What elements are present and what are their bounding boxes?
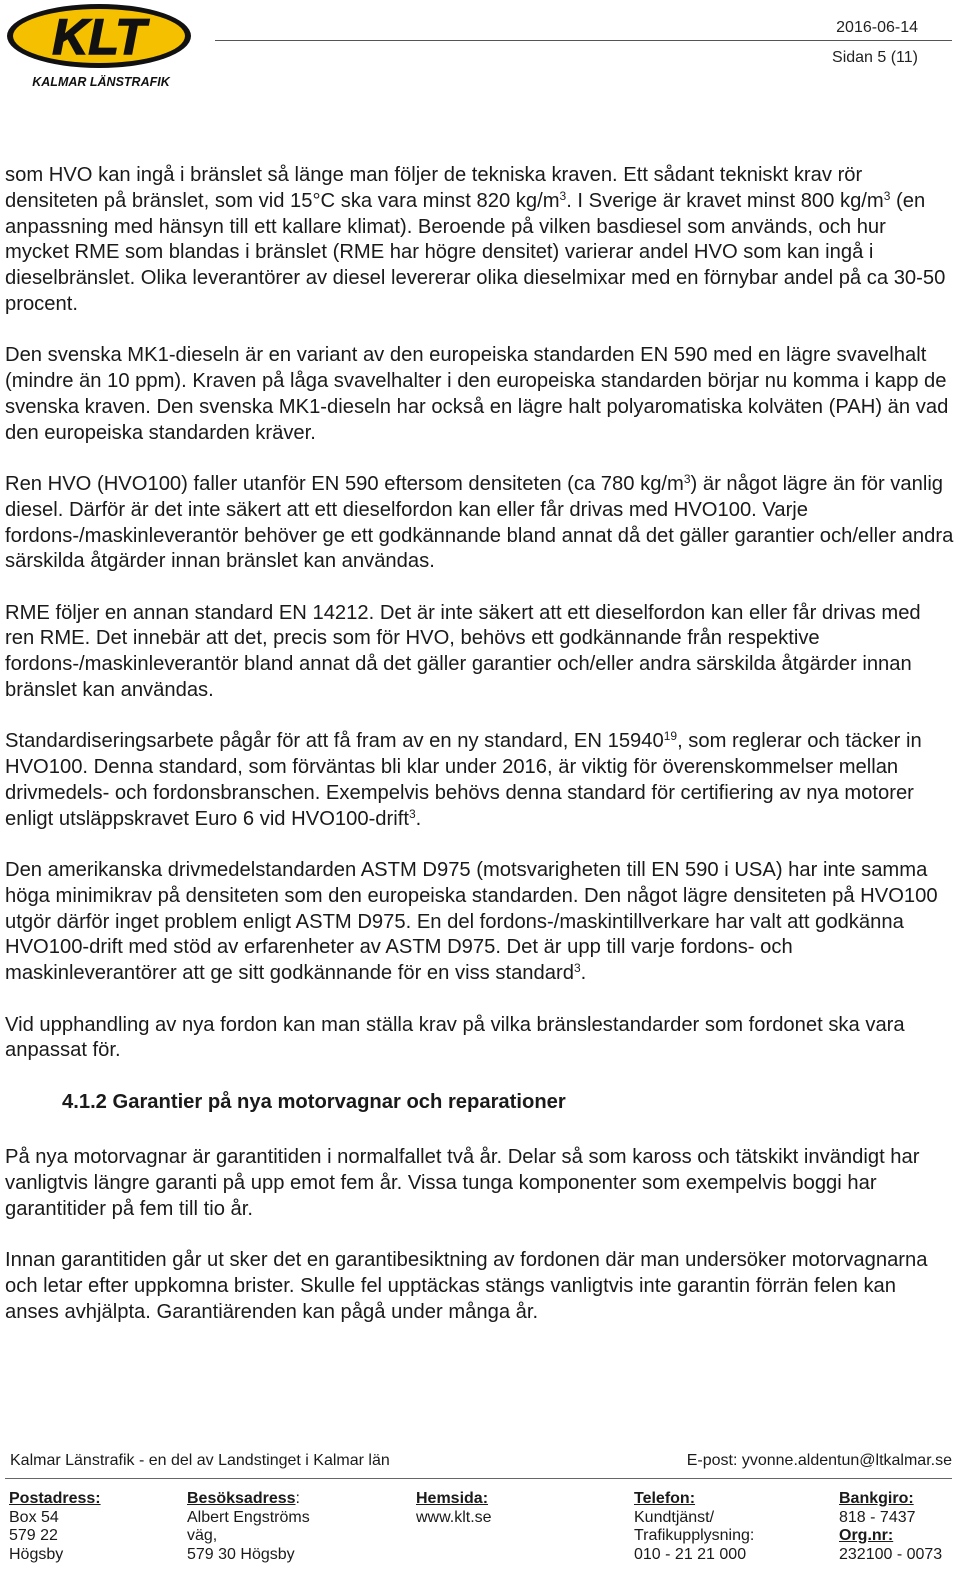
document-body (5, 163, 955, 1351)
footer-divider (5, 1478, 952, 1479)
footer-hemsida: Hemsida: www.klt.se (416, 1490, 492, 1526)
paragraph-6: Den amerikanska drivmedelstandarden ASTM D975 (motsvarigheten till EN 590 i USA) har inte samma höga minimikrav på densiteten som den europeiska standarden. Den något lägre densiteten på HVO100 utgör därför inget problem enligt ASTM D975. En del fordons-/maskintillverkare har valt att godkänna HVO100-drift med stöd av erfarenheter av ASTM D975. Det är upp till varje fordons- och maskinleverantörer att ge sitt godkännande för en viss standard$^3$. (5, 859, 938, 985)
page-number: Sidan 5 (11) (832, 49, 918, 66)
klt-logo (4, 2, 194, 90)
paragraph-5: Standardiseringsarbete pågår för att få fram av en ny standard, EN 15940$^{19}$, som reglerar och täcker in HVO100. Denna standard, som förväntas bli klar under 2016, är viktig för överenskommelser mellan drivmedels- och fordonsbranschen. Exempelvis behövs denna standard för certifiering av nya motorer enligt utsläppskravet Euro 6 vid HVO100-drift$^3$. (5, 729, 922, 830)
paragraph-4: RME följer en annan standard EN 14212. Det är inte säkert att ett dieselfordon kan eller får drivas med ren RME. Det innebär att det, precis som för HVO, behövs ett godkännande från respektive fordons-/maskinleverantör bland annat då det gäller garantier och/eller andra särskilda åtgärder innan bränslet kan användas. (5, 601, 921, 702)
footer-besoksadress: Besöksadress: Albert Engströms väg, 579 30 Högsby (187, 1490, 310, 1563)
footer-telefon: Telefon: Kundtjänst/ Trafikupplysning: 010 - 21 21 000 (634, 1490, 755, 1563)
paragraph-1: som HVO kan ingå i bränslet så länge man följer de tekniska kraven. Ett sådant tekniskt krav rör densiteten på bränslet, som vid 15°C ska vara minst 820 $kg/m^3$. I Sverige är kravet minst 800 $kg/m^3$ (en anpassning med hänsyn till ett kallare klimat). Beroende på vilken basdiesel som används, och hur mycket RME som blandas i bränslet (RME har högre densitet) varierar andel HVO som kan ingå i dieselbränslet. Olika leverantörer av diesel levererar olika dieselmixar med en förnybar andel på ca 30-50 procent. (5, 164, 946, 315)
footer-postadress: Postadress: Box 54 579 22 Högsby (9, 1490, 101, 1563)
paragraph-3: Ren HVO (HVO100) faller utanför EN 590 eftersom densiteten (ca 780 $kg/m^3$) är något lägre än för vanlig diesel. Därför är det inte säkert att ett dieselfordon kan eller får drivas med HVO100. Varje fordons-/maskinleverantör behöver ge ett godkännande bland annat då det gäller garantier och/eller andra särskilda åtgärder innan bränslet kan användas. (5, 471, 954, 573)
footer-bankgiro: Bankgiro: 818 - 7437 Org.nr: 232100 - 0073 (839, 1490, 943, 1563)
paragraph-2: Den svenska MK1-dieseln är en variant av den europeiska standarden EN 590 med en lägre svavelhalt (mindre än 10 ppm). Kraven på låga svavelhalter i den europeiska standarden börjar nu komma i kapp de svenska kraven. Den svenska MK1-dieseln har också en lägre halt polyaromatiska kolväten (PAH) än vad den europeiska standarden kräver. (5, 344, 949, 444)
paragraph-9: Innan garantitiden går ut sker det en garantibesiktning av fordonen där man undersöker motorvagnarna och letar efter uppkomna brister. Skulle fel upptäckas stängs vanligtvis inte garantin förrän felen kan anses avhjälpta. Garantiärenden kan pågå under många år. (5, 1249, 928, 1323)
website-link[interactable]: www.klt.se (416, 1508, 492, 1526)
header-date: 2016-06-14 (836, 19, 918, 36)
header-divider (215, 40, 952, 41)
paragraph-7: Vid upphandling av nya fordon kan man ställa krav på vilka bränslestandarder som fordonet ska vara anpassat för. (5, 1013, 905, 1062)
logo-subtext: KALMAR LÄNSTRAFIK (32, 75, 170, 89)
section-heading: 4.1.2 Garantier på nya motorvagnar och reparationer (62, 1090, 566, 1113)
footer-email: E-post: yvonne.aldentun@ltkalmar.se (686, 1452, 952, 1469)
paragraph-8: På nya motorvagnar är garantitiden i normalfallet två år. Delar så som kaross och tätskikt invändigt har vanligtvis längre garanti på upp emot fem år. Vissa tunga komponenter som exempelvis boggi har garantitider på fem till tio år. (5, 1146, 920, 1220)
footer-org: Kalmar Länstrafik - en del av Landstinget i Kalmar län (10, 1452, 390, 1469)
logo-text: KLT (52, 9, 146, 65)
